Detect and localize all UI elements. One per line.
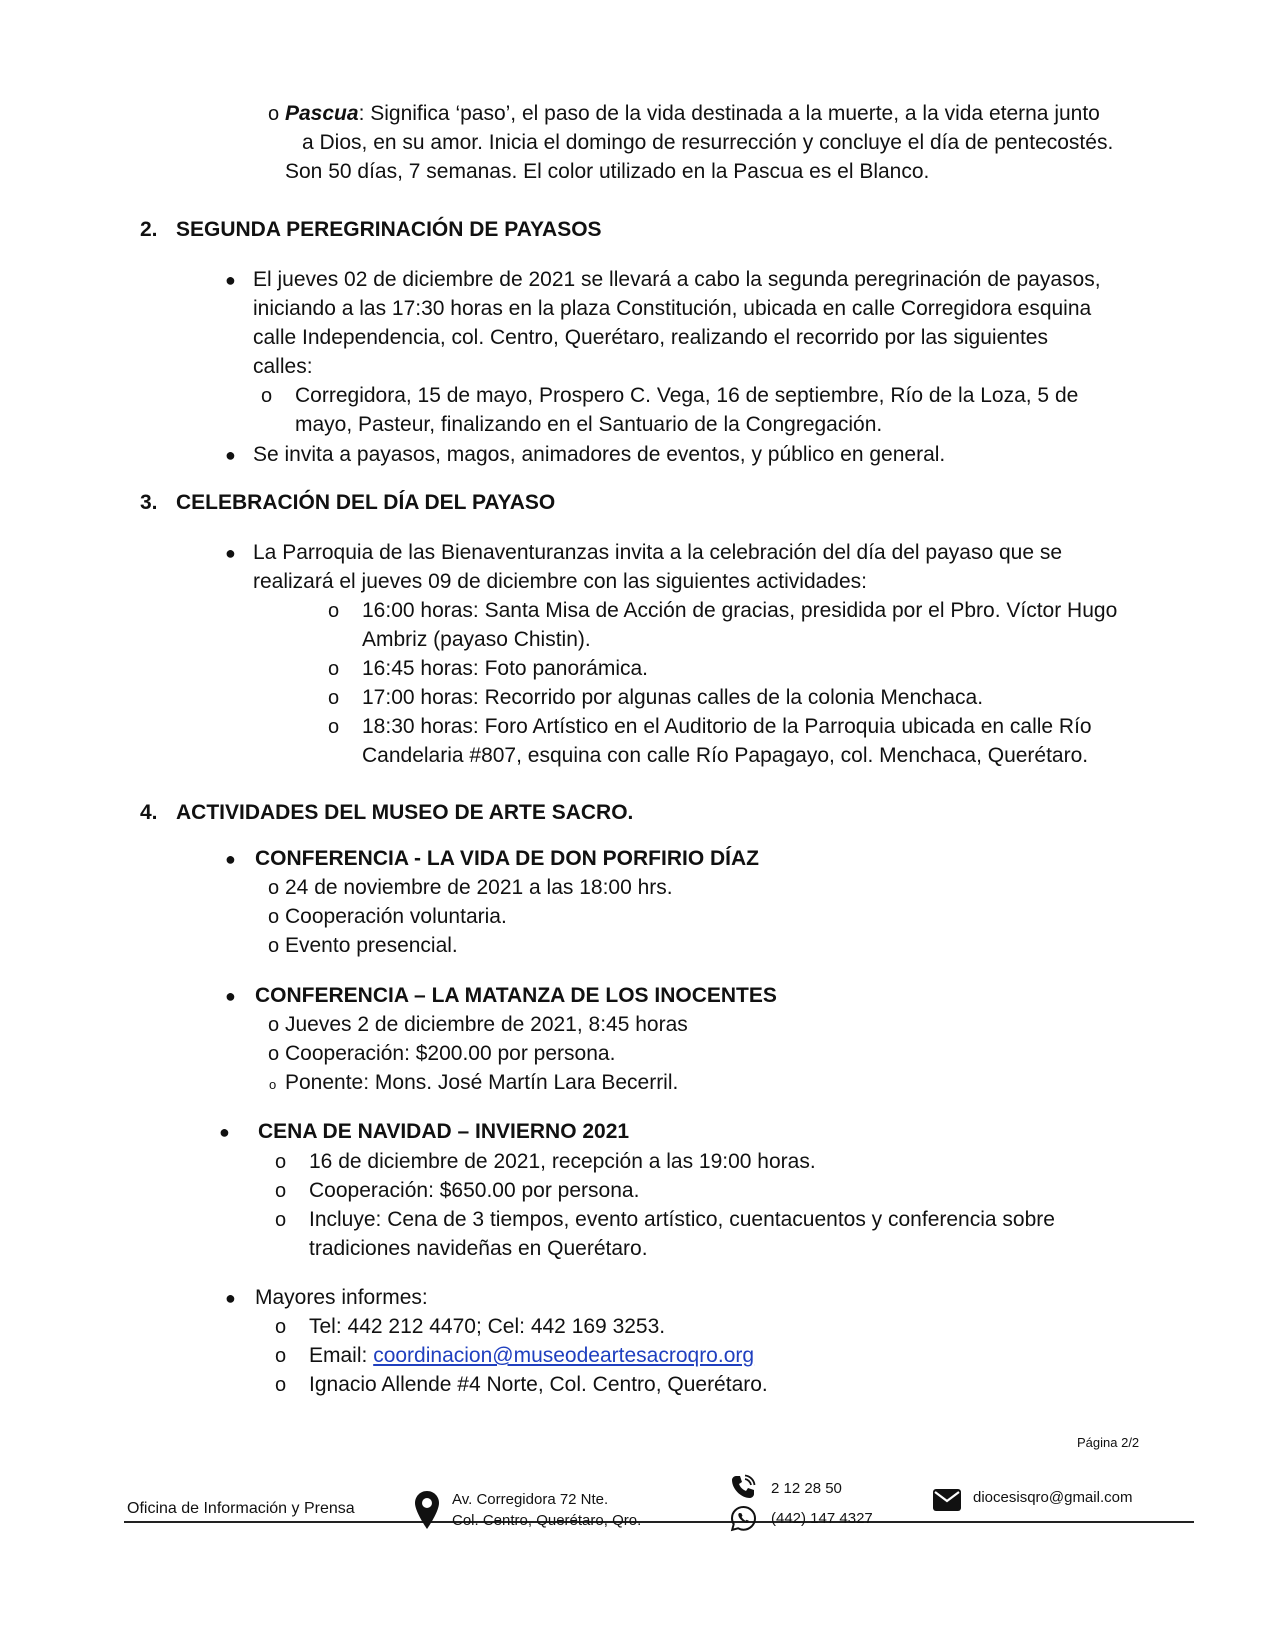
sub-bullet: o [268, 877, 280, 899]
pascua-line-1 [285, 99, 1125, 129]
sub-bullet: o [268, 1043, 280, 1065]
info-tel: Tel: 442 212 4470; Cel: 442 169 3253. [309, 1315, 666, 1338]
pascua-line-3: Son 50 días, 7 semanas. El color utilizado en la Pascua es el Blanco. [285, 160, 930, 183]
event-1-title: CONFERENCIA - LA VIDA DE DON PORFIRIO DÍAZ [255, 847, 759, 870]
sub-bullet: o [261, 385, 273, 407]
bullet-dot: ● [225, 1288, 236, 1308]
sub-bullet: o [275, 1209, 287, 1231]
bullet-dot: ● [225, 986, 236, 1006]
section-2-item-1-line-4: calles: [253, 355, 313, 378]
pascua-term: Pascua [285, 102, 359, 125]
event-1-detail-2: Cooperación voluntaria. [285, 905, 507, 928]
section-3-activity-3: 17:00 horas: Recorrido por algunas calles de la colonia Menchaca. [362, 686, 984, 709]
sub-bullet: o [328, 600, 340, 622]
section-3-intro-line-2: realizará el jueves 09 de diciembre con las siguientes actividades: [253, 570, 868, 593]
footer-email: diocesisqro@gmail.com [973, 1489, 1133, 1506]
info-address: Ignacio Allende #4 Norte, Col. Centro, Querétaro. [309, 1373, 768, 1396]
section-4-number: 4. [140, 801, 158, 824]
info-title: Mayores informes: [255, 1286, 428, 1309]
footer-divider [124, 1521, 1194, 1523]
page-number: Página 2/2 [1077, 1435, 1140, 1450]
event-1-detail-1: 24 de noviembre de 2021 a las 18:00 hrs. [285, 876, 673, 899]
bullet-dot: ● [225, 445, 236, 465]
event-3-detail-3-line-1: Incluye: Cena de 3 tiempos, evento artístico, cuentacuentos y conferencia sobre [309, 1208, 1055, 1231]
sub-bullet: o [275, 1316, 287, 1338]
info-email-link[interactable]: coordinacion@museodeartesacroqro.org [373, 1344, 755, 1367]
sub-bullet: o [268, 935, 280, 957]
info-email-line [309, 1341, 754, 1371]
sub-bullet: o [268, 1014, 280, 1036]
sub-bullet: o [275, 1374, 287, 1396]
section-3-title: CELEBRACIÓN DEL DÍA DEL PAYASO [176, 491, 556, 514]
info-email-label: Email: [309, 1344, 374, 1367]
sub-bullet: o [275, 1345, 287, 1367]
whatsapp-icon [730, 1505, 757, 1537]
footer-whatsapp: (442) 147 4327 [771, 1510, 873, 1527]
section-3-activity-4-line-1: 18:30 horas: Foro Artístico en el Auditorio de la Parroquia ubicada en calle Río [362, 715, 1092, 738]
pascua-line-1-text: : Significa ‘paso’, el paso de la vida destinada a la muerte, a la vida eterna junto [358, 102, 1100, 125]
pascua-line-2: a Dios, en su amor. Inicia el domingo de resurrección y concluye el día de pentecostés. [302, 131, 1114, 154]
sub-bullet: o [328, 687, 340, 709]
footer-address-line-1: Av. Corregidora 72 Nte. [452, 1491, 609, 1508]
event-2-detail-1: Jueves 2 de diciembre de 2021, 8:45 horas [285, 1013, 688, 1036]
sub-bullet: o [275, 1180, 287, 1202]
footer-address-line-2: Col. Centro, Querétaro, Qro. [452, 1512, 642, 1529]
section-3-activity-2: 16:45 horas: Foto panorámica. [362, 657, 649, 680]
event-3-title: CENA DE NAVIDAD – INVIERNO 2021 [258, 1120, 630, 1143]
bullet-dot: ● [225, 543, 236, 563]
section-2-number: 2. [140, 218, 158, 241]
event-3-detail-1: 16 de diciembre de 2021, recepción a las 19:00 horas. [309, 1150, 816, 1173]
event-3-detail-2: Cooperación: $650.00 por persona. [309, 1179, 640, 1202]
event-2-title: CONFERENCIA – LA MATANZA DE LOS INOCENTES [255, 984, 777, 1007]
section-3-activity-4-line-2: Candelaria #807, esquina con calle Río Papagayo, col. Menchaca, Querétaro. [362, 744, 1089, 767]
sub-bullet: o [275, 1151, 287, 1173]
section-2-item-1-line-1: El jueves 02 de diciembre de 2021 se llevará a cabo la segunda peregrinación de payasos, [253, 268, 1101, 291]
section-3-intro-line-1: La Parroquia de las Bienaventuranzas invita a la celebración del día del payaso que se [253, 541, 1063, 564]
section-2-item-1-line-3: calle Independencia, col. Centro, Querétaro, realizando el recorrido por las siguientes [253, 326, 1048, 349]
envelope-icon [932, 1488, 962, 1517]
section-3-activity-1-line-1: 16:00 horas: Santa Misa de Acción de gracias, presidida por el Pbro. Víctor Hugo [362, 599, 1118, 622]
event-1-detail-3: Evento presencial. [285, 934, 458, 957]
section-3-number: 3. [140, 491, 158, 514]
section-2-item-1-line-2: iniciando a las 17:30 horas en la plaza Constitución, ubicada en calle Corregidora esquina [253, 297, 1092, 320]
section-2-item-2: Se invita a payasos, magos, animadores de eventos, y público en general. [253, 443, 946, 466]
section-2-route-line-2: mayo, Pasteur, finalizando en el Santuario de la Congregación. [295, 413, 883, 436]
section-4-title: ACTIVIDADES DEL MUSEO DE ARTE SACRO. [176, 801, 634, 824]
location-pin-icon [414, 1490, 440, 1535]
event-2-detail-3: Ponente: Mons. José Martín Lara Becerril. [285, 1071, 679, 1094]
bullet-dot: ● [225, 849, 236, 869]
phone-icon [730, 1474, 756, 1505]
event-3-detail-3-line-2: tradiciones navideñas en Querétaro. [309, 1237, 648, 1260]
sub-bullet: o [328, 658, 340, 680]
sub-bullet: o [269, 1077, 277, 1092]
section-2-route-line-1: Corregidora, 15 de mayo, Prospero C. Vega, 16 de septiembre, Río de la Loza, 5 de [295, 384, 1079, 407]
section-2-title: SEGUNDA PEREGRINACIÓN DE PAYASOS [176, 218, 602, 241]
bullet-dot: ● [219, 1122, 230, 1142]
footer-office: Oficina de Información y Prensa [127, 1500, 355, 1517]
event-2-detail-2: Cooperación: $200.00 por persona. [285, 1042, 616, 1065]
section-3-activity-1-line-2: Ambriz (payaso Chistin). [362, 628, 591, 651]
bullet-dot: ● [225, 270, 236, 290]
footer-phone: 2 12 28 50 [771, 1480, 842, 1497]
pascua-bullet: o [268, 103, 280, 125]
sub-bullet: o [328, 716, 340, 738]
sub-bullet: o [268, 906, 280, 928]
